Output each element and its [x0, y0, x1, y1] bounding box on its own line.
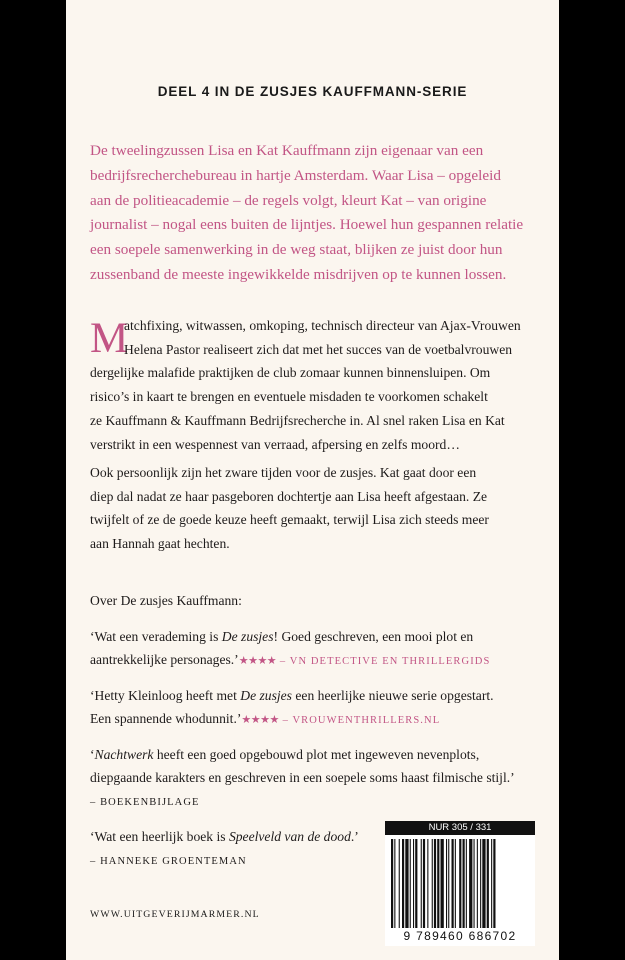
intro-line: aan de politieacademie – de regels volgt, kleurt Kat – van origine	[90, 191, 487, 209]
review-text: een heerlijke nieuwe serie opgestart.	[291, 688, 494, 703]
personal-line: twijfelt of ze de goede keuze heeft gemaakt, terwijl Lisa zich steeds meer	[90, 512, 489, 528]
review-4	[90, 825, 380, 873]
review-text: ‘Wat een verademing is	[90, 629, 222, 644]
personal-line: aan Hannah gaat hechten.	[90, 536, 230, 552]
series-heading: DEEL 4 IN DE ZUSJES KAUFFMANN-SERIE	[157, 84, 468, 99]
book-back-cover	[66, 0, 559, 960]
review-text: ‘	[90, 747, 95, 762]
intro-line: een soepele samenwerking in de weg staat, blijken ze juist door hun	[90, 241, 503, 259]
review-text: .’	[350, 829, 359, 844]
barcode	[385, 821, 535, 946]
review-source: – HANNEKE GROENTEMAN	[90, 856, 247, 867]
plot-line: risico’s in kaart te brengen en eventuele misdaden te voorkomen schakelt	[90, 389, 488, 405]
review-text: diepgaande karakters en geschreven in een soepele soms haast filmische stijl.’	[90, 770, 515, 785]
plot-line: Helena Pastor realiseert zich dat met het succes van de voetbalvrouwen	[124, 341, 513, 357]
intro-line: zussenband de meeste ingewikkelde misdrijven op te kunnen lossen.	[90, 265, 507, 283]
reviews-title: Over De zusjes Kauffmann:	[90, 593, 242, 608]
review-text: ‘Hetty Kleinloog heeft met	[90, 688, 241, 703]
personal-paragraph	[90, 461, 559, 556]
intro-line: journalist – nogal eens buiten de lijntjes. Hoewel hun gespannen relatie	[90, 216, 524, 234]
rating-stars: ★★★★	[238, 655, 277, 667]
rating-stars: ★★★★	[241, 714, 279, 726]
review-text: Een spannende whodunnit.’	[90, 711, 242, 726]
review-source: – BOEKENBIJLAGE	[90, 797, 200, 808]
plot-line: dergelijke malafide praktijken de club zomaar kunnen binnensluipen. Om	[90, 365, 491, 381]
book-title: Nachtwerk	[94, 747, 154, 762]
review-3	[90, 743, 559, 814]
publisher-url: WWW.UITGEVERIJMARMER.NL	[90, 909, 260, 920]
book-title: De zusjes	[240, 688, 292, 703]
plot-line: atchfixing, witwassen, omkoping, technisch directeur van Ajax-Vrouwen	[124, 318, 521, 333]
book-title: Speelveld van de dood	[228, 829, 351, 844]
review-text: aantrekkelijke personages.’	[90, 652, 239, 667]
plot-line: ze Kauffmann & Kauffmann Bedrijfsrecherche in. Al snel raken Lisa en Kat	[90, 412, 505, 428]
review-source: – VN DETECTIVE EN THRILLERGIDS	[276, 656, 491, 667]
review-text: ! Goed geschreven, een mooi plot en	[273, 629, 474, 644]
personal-line: Ook persoonlijk zijn het zware tijden voor de zusjes. Kat gaat door een	[90, 465, 477, 480]
barcode-bars-icon	[391, 839, 529, 928]
plot-line: verstrikt in een wespennest van verraad, afpersing en zelfs moord…	[90, 436, 460, 452]
book-title: De zusjes	[221, 629, 274, 644]
review-2	[90, 684, 559, 732]
drop-cap: M	[90, 315, 129, 362]
personal-line: diep dal nadat ze haar pasgeboren dochtertje aan Lisa heeft afgestaan. Ze	[90, 488, 488, 504]
plot-paragraph	[90, 314, 559, 456]
intro-paragraph	[90, 139, 559, 288]
intro-line: bedrijfsrecherchebureau in hartje Amsterdam. Waar Lisa – opgeleid	[90, 166, 501, 184]
review-1	[90, 625, 559, 673]
review-text: heeft een goed opgebouwd plot met ingeweven nevenplots,	[153, 747, 480, 762]
nur-code: NUR 305 / 331	[385, 821, 535, 835]
review-text: ‘Wat een heerlijk boek is	[90, 829, 229, 844]
review-source: – VROUWENTHRILLERS.NL	[278, 715, 441, 726]
isbn-number: 9 789460 686702	[403, 929, 517, 943]
intro-line: De tweelingzussen Lisa en Kat Kauffmann zijn eigenaar van een	[90, 142, 484, 159]
